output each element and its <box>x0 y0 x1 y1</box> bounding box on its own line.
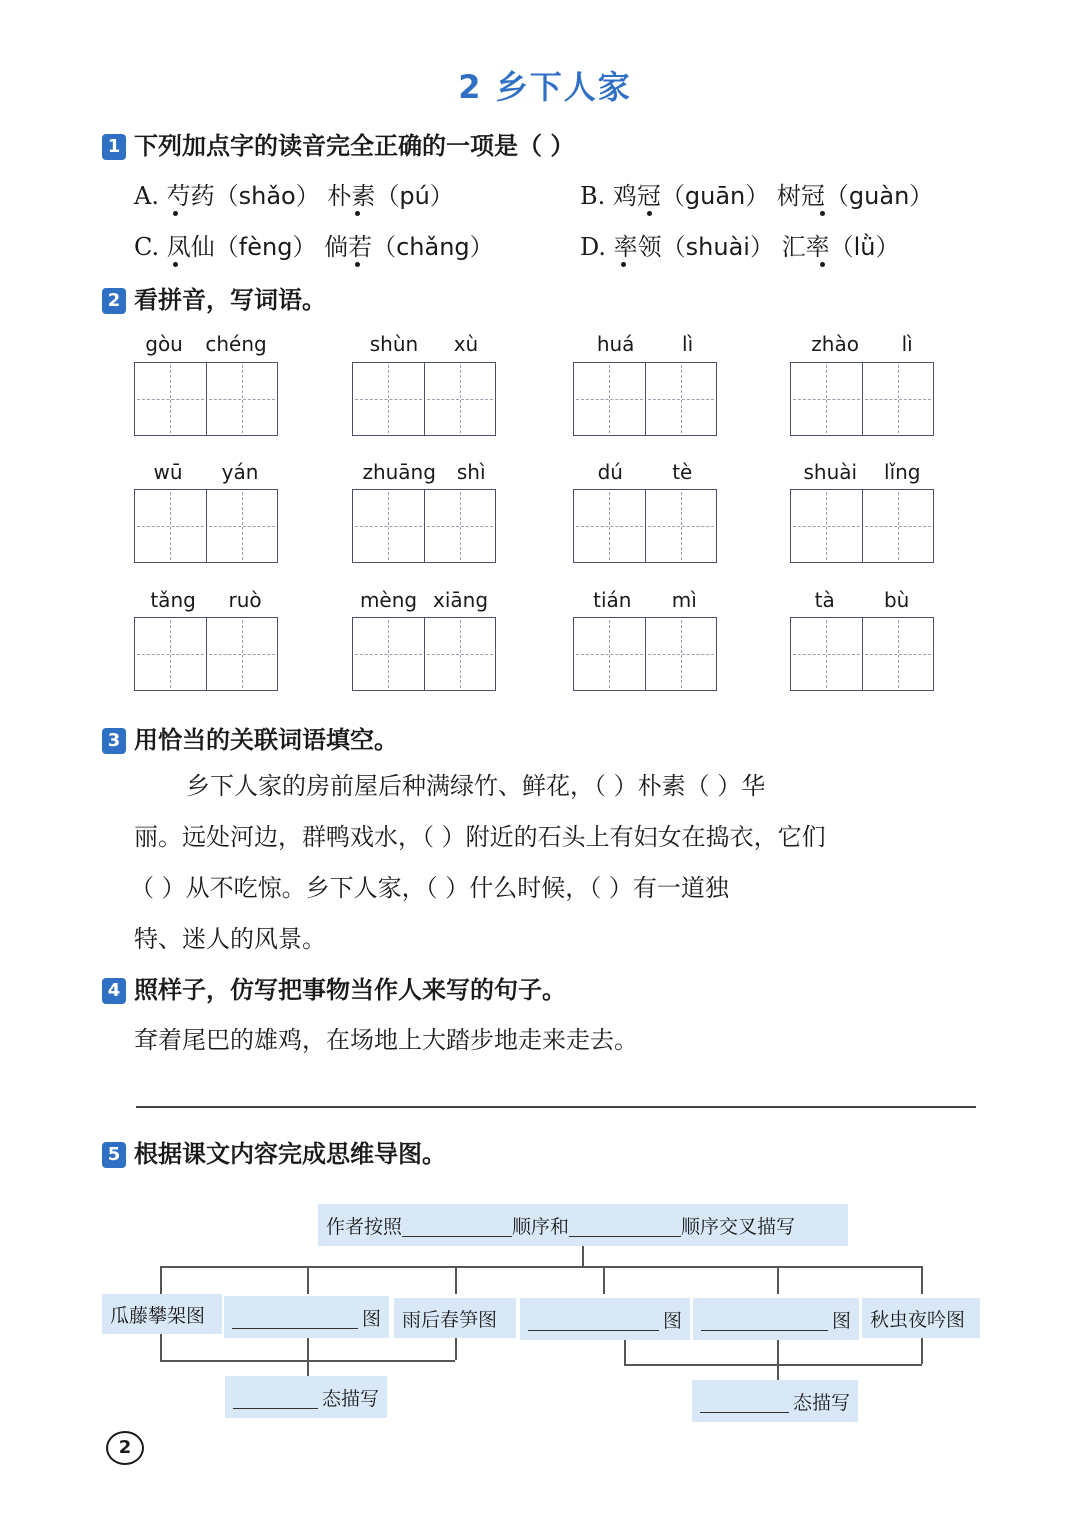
question-5-text: 根据课文内容完成思维导图。 <box>134 1140 446 1168</box>
blank-field[interactable] <box>528 1308 659 1331</box>
writing-grid[interactable] <box>790 489 934 563</box>
mindmap-pic-5: 图 <box>693 1298 859 1340</box>
mindmap-pic-6: 秋虫夜吟图 <box>862 1298 980 1338</box>
writing-cell[interactable] <box>206 490 278 562</box>
page-title: 2 乡下人家 <box>458 68 632 106</box>
mindmap-bottom-1: 态描写 <box>225 1376 387 1418</box>
option-a: A. 芍药（shǎo） 朴素（pú） <box>134 182 454 210</box>
pinyin-syllable: gòu <box>145 332 183 356</box>
pinyin-syllable: lì <box>901 332 913 356</box>
question-5-heading <box>102 1134 446 1169</box>
writing-grid[interactable] <box>352 489 496 563</box>
pinyin-label <box>134 588 278 612</box>
writing-cell[interactable] <box>862 618 934 690</box>
pinyin-syllable: mèng <box>359 588 418 612</box>
question-number-badge: 4 <box>102 978 126 1004</box>
blank-field[interactable] <box>233 1386 318 1409</box>
question-number-badge: 3 <box>102 728 126 754</box>
emphasis-dot <box>173 262 178 267</box>
emphasis-dot <box>647 211 652 216</box>
connector-line <box>455 1338 457 1360</box>
option-d-word1: 率领 <box>613 233 662 261</box>
option-d: D. 率领（shuài） 汇率（lǜ） <box>580 233 900 261</box>
question-4-heading <box>102 970 566 1005</box>
question-2-heading <box>102 280 326 315</box>
question-3-text: 用恰当的关联词语填空。 <box>134 726 398 754</box>
question-number-badge: 1 <box>102 134 126 160</box>
pinyin-syllable: tián <box>593 588 632 612</box>
connector-line <box>624 1364 922 1366</box>
blank-field[interactable] <box>402 1214 512 1237</box>
writing-cell[interactable] <box>791 363 862 435</box>
option-c: C. 凤仙（fèng） 倘若（chǎng） <box>134 233 494 261</box>
pinyin-label <box>790 588 934 612</box>
pinyin-syllable: lǐng <box>884 460 921 484</box>
writing-cell[interactable] <box>791 618 862 690</box>
pinyin-label <box>352 460 496 484</box>
pinyin-syllable: wū <box>153 460 183 484</box>
pinyin-label <box>134 460 278 484</box>
pinyin-syllable: chéng <box>205 332 267 356</box>
example-sentence: 耷着尾巴的雄鸡，在场地上大踏步地走来走去。 <box>134 1026 638 1054</box>
pinyin-syllable: xù <box>453 332 479 356</box>
pinyin-label <box>790 332 934 356</box>
mindmap-pic-4: 图 <box>520 1298 690 1340</box>
writing-cell[interactable] <box>424 618 496 690</box>
writing-cell[interactable] <box>135 490 206 562</box>
connector-line <box>582 1246 584 1266</box>
passage-line-4: 特、迷人的风景。 <box>134 925 326 953</box>
writing-grid[interactable] <box>134 489 278 563</box>
option-d-word2: 汇率 <box>781 233 830 261</box>
connector-line <box>160 1266 162 1294</box>
pinyin-syllable: bù <box>883 588 910 612</box>
passage-line-3: （ ）从不吃惊。乡下人家，（ ）什么时候，（ ）有一道独 <box>130 874 729 902</box>
option-b-word2: 树冠 <box>776 182 825 210</box>
emphasis-dot <box>173 211 178 216</box>
pinyin-syllable: tà <box>814 588 835 612</box>
pinyin-label <box>573 332 717 356</box>
writing-cell[interactable] <box>424 363 496 435</box>
question-1-heading <box>102 126 574 161</box>
connector-line <box>160 1334 162 1360</box>
connector-line <box>455 1266 457 1294</box>
pinyin-syllable: lì <box>682 332 694 356</box>
pinyin-label <box>790 460 934 484</box>
writing-cell[interactable] <box>135 363 206 435</box>
writing-grid[interactable] <box>134 362 278 436</box>
writing-cell[interactable] <box>645 363 717 435</box>
writing-cell[interactable] <box>862 363 934 435</box>
mindmap-pic-1: 瓜藤攀架图 <box>102 1294 222 1334</box>
pinyin-syllable: tè <box>672 460 693 484</box>
writing-grid[interactable] <box>573 617 717 691</box>
question-3-heading <box>102 720 398 755</box>
blank-field[interactable] <box>701 1308 828 1331</box>
blank-field[interactable] <box>569 1214 681 1237</box>
writing-cell[interactable] <box>645 490 717 562</box>
question-number-badge: 2 <box>102 288 126 314</box>
question-2-text: 看拼音，写词语。 <box>134 286 326 314</box>
writing-cell[interactable] <box>574 618 645 690</box>
emphasis-dot <box>820 211 825 216</box>
answer-line[interactable] <box>136 1106 976 1108</box>
pinyin-syllable: xiāng <box>433 588 489 612</box>
blank-field[interactable] <box>232 1306 358 1329</box>
pinyin-syllable: yán <box>221 460 259 484</box>
emphasis-dot <box>621 262 626 267</box>
connector-line <box>921 1338 923 1364</box>
connector-line <box>777 1266 779 1294</box>
connector-line <box>624 1340 626 1364</box>
option-b: B. 鸡冠（guān） 树冠（guàn） <box>580 182 934 210</box>
writing-grid[interactable] <box>573 489 717 563</box>
connector-line <box>777 1340 779 1380</box>
option-a-word2: 朴素 <box>327 182 376 210</box>
writing-grid[interactable] <box>573 362 717 436</box>
connector-line <box>307 1266 309 1294</box>
pinyin-syllable: shì <box>456 460 486 484</box>
writing-cell[interactable] <box>574 490 645 562</box>
option-c-word1: 凤仙 <box>166 233 215 261</box>
writing-cell[interactable] <box>424 490 496 562</box>
pinyin-label <box>573 460 717 484</box>
pinyin-syllable: zhuāng <box>362 460 436 484</box>
option-c-word2: 倘若 <box>324 233 373 261</box>
writing-grid[interactable] <box>352 362 496 436</box>
pinyin-syllable: tǎng <box>150 588 196 612</box>
emphasis-dot <box>355 211 360 216</box>
pinyin-syllable: shuài <box>803 460 858 484</box>
page-number: 2 <box>106 1431 144 1465</box>
writing-cell[interactable] <box>353 363 424 435</box>
pinyin-label <box>352 588 496 612</box>
pinyin-syllable: shùn <box>369 332 419 356</box>
pinyin-syllable: huá <box>596 332 635 356</box>
mindmap-root: 作者按照 顺序和 顺序交叉描写 <box>318 1204 848 1246</box>
pinyin-label <box>134 332 278 356</box>
writing-grid[interactable] <box>790 362 934 436</box>
writing-grid[interactable] <box>790 617 934 691</box>
question-4-text: 照样子，仿写把事物当作人来写的句子。 <box>134 976 566 1004</box>
writing-cell[interactable] <box>206 618 278 690</box>
connector-line <box>921 1266 923 1294</box>
option-b-word1: 鸡冠 <box>612 182 661 210</box>
writing-grid[interactable] <box>134 617 278 691</box>
pinyin-syllable: dú <box>597 460 623 484</box>
passage-line-1: 乡下人家的房前屋后种满绿竹、鲜花，（ ）朴素（ ）华 <box>186 772 766 800</box>
pinyin-syllable: mì <box>671 588 697 612</box>
pinyin-label <box>352 332 496 356</box>
writing-cell[interactable] <box>574 363 645 435</box>
mindmap-pic-3: 雨后春笋图 <box>394 1298 516 1338</box>
emphasis-dot <box>820 262 825 267</box>
connector-line <box>307 1338 309 1376</box>
mindmap-bottom-2: 态描写 <box>692 1380 858 1422</box>
writing-cell[interactable] <box>862 490 934 562</box>
writing-cell[interactable] <box>135 618 206 690</box>
pinyin-syllable: ruò <box>228 588 262 612</box>
connector-line <box>160 1266 922 1268</box>
connector-line <box>603 1266 605 1294</box>
passage-line-2: 丽。远处河边，群鸭戏水，（ ）附近的石头上有妇女在捣衣，它们 <box>134 823 826 851</box>
question-number-badge: 5 <box>102 1142 126 1168</box>
writing-cell[interactable] <box>206 363 278 435</box>
mindmap-pic-2: 图 <box>224 1296 389 1338</box>
writing-cell[interactable] <box>353 618 424 690</box>
writing-cell[interactable] <box>645 618 717 690</box>
pinyin-label <box>573 588 717 612</box>
pinyin-syllable: zhào <box>811 332 859 356</box>
writing-cell[interactable] <box>353 490 424 562</box>
question-1-text: 下列加点字的读音完全正确的一项是（ ） <box>134 132 575 160</box>
blank-field[interactable] <box>700 1390 789 1413</box>
writing-cell[interactable] <box>791 490 862 562</box>
option-a-word1: 芍药 <box>166 182 215 210</box>
emphasis-dot <box>355 262 360 267</box>
writing-grid[interactable] <box>352 617 496 691</box>
